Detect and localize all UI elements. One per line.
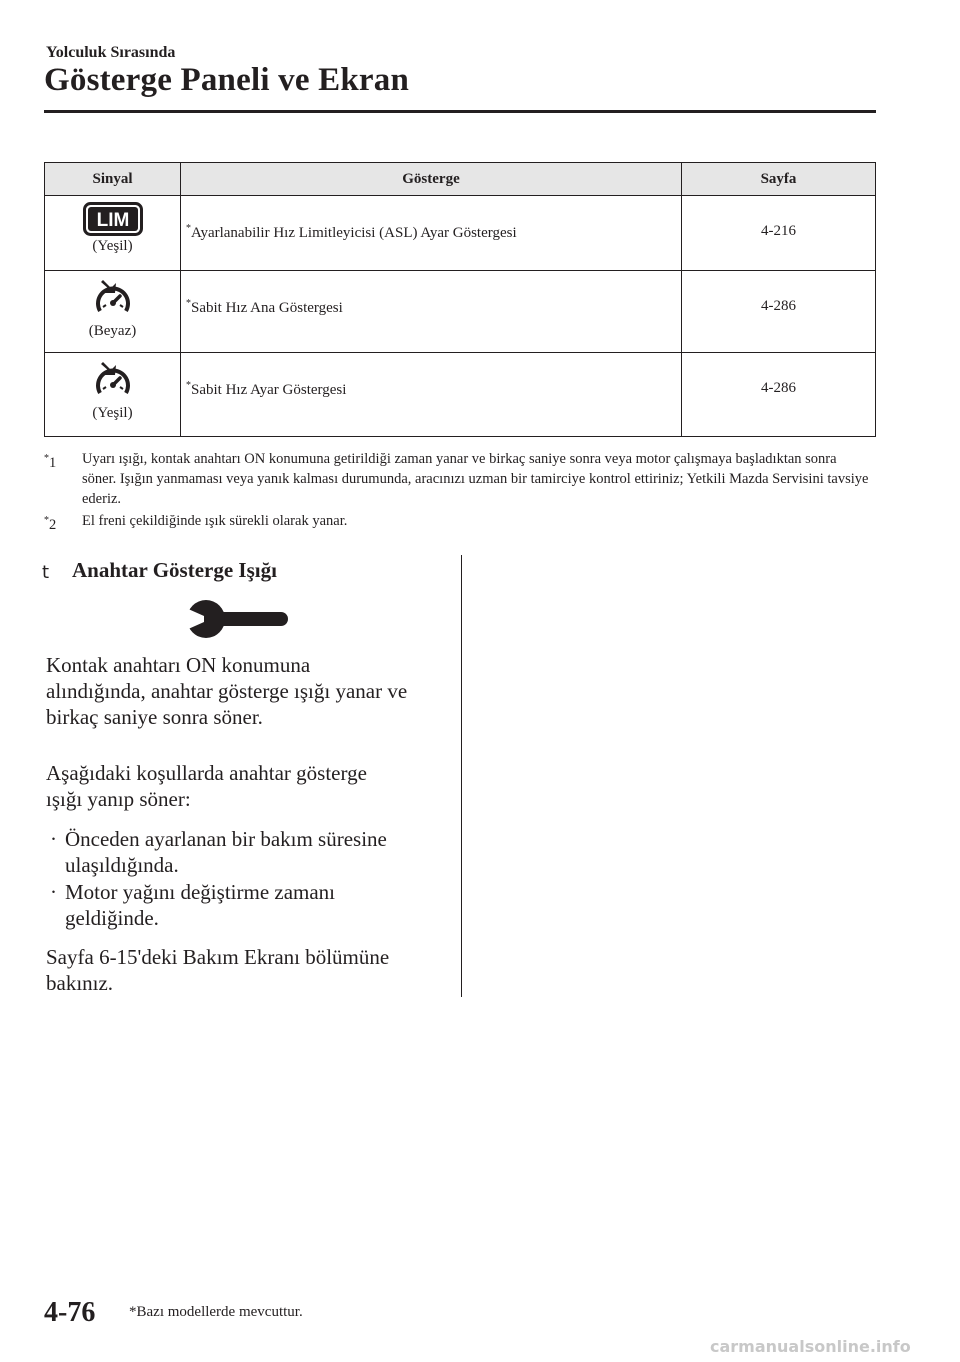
asterisk: * xyxy=(186,298,191,309)
lim-speed-limiter-icon xyxy=(83,202,143,236)
description-cell xyxy=(181,196,682,271)
table-note-1: *1 Uyarı ışığı, kontak anahtarı ON konumuna getirildiği zaman yanar ve birkaç saniye sonra veya motor çalışmaya başladıktan sonra söner. Işığın yanmaması veya yanık kalması durumunda, aracınızı uzman bir tamirciye kontrol ettiriniz; Yetkili Mazda Servisini tavsiye ederiz. xyxy=(44,449,864,473)
page-number: 4-76 xyxy=(44,1297,96,1328)
paragraph-intro: Kontak anahtarı ON konumuna alındığında, anahtar gösterge ışığı yanar ve birkaç saniye sonra söner. xyxy=(46,653,408,729)
page-reference: 4-286 xyxy=(761,380,796,396)
column-header-page: Sayfa xyxy=(682,163,876,196)
indicator-description: Ayarlanabilir Hız Limitleyicisi (ASL) Ayar Göstergesi xyxy=(191,225,517,241)
list-item: Önceden ayarlanan bir bakım süresine ulaşıldığında. xyxy=(65,827,387,877)
section-heading: Anahtar Gösterge Işığı xyxy=(72,558,277,582)
signal-cell xyxy=(45,196,181,271)
indicator-table xyxy=(44,162,876,437)
column-header-indicator: Gösterge xyxy=(181,163,682,196)
table-note-2: *2 El freni çekildiğinde ışık sürekli olarak yanar. xyxy=(44,511,864,535)
page-cell xyxy=(682,353,876,437)
table-row xyxy=(45,196,876,271)
table-row xyxy=(45,353,876,437)
column-header-signal: Sinyal xyxy=(45,163,181,196)
page-cell xyxy=(682,271,876,353)
title-rule xyxy=(44,110,876,113)
color-label: (Beyaz) xyxy=(88,323,137,339)
signal-cell xyxy=(45,271,181,353)
page-reference: 4-286 xyxy=(761,298,796,314)
paragraph-conditions: Aşağıdaki koşullarda anahtar gösterge ışığı yanıp söner: xyxy=(46,761,367,811)
signal-cell xyxy=(45,353,181,437)
wrench-icon xyxy=(186,598,290,644)
description-cell xyxy=(181,353,682,437)
indicator-description: Sabit Hız Ana Göstergesi xyxy=(191,300,343,316)
section-bullet-glyph: t xyxy=(42,562,50,583)
column-divider xyxy=(461,555,462,997)
svg-text:LIM: LIM xyxy=(96,210,129,231)
model-footnote: *Bazı modellerde mevcuttur. xyxy=(129,1304,303,1320)
page-cell xyxy=(682,196,876,271)
section-label: Yolculuk Sırasında xyxy=(46,44,176,61)
note-text: Uyarı ışığı, kontak anahtarı ON konumuna getirildiği zaman yanar ve birkaç saniye sonra veya motor çalışmaya başladıktan sonra söner. Işığın yanmaması veya yanık kalması durumunda, aracınızı uzman bir tamirciye kontrol ettiriniz; Yetkili Mazda Servisini tavsiye ederiz. xyxy=(82,451,869,507)
cruise-control-set-icon xyxy=(91,359,135,403)
note-text: El freni çekildiğinde ışık sürekli olarak yanar. xyxy=(82,513,348,529)
asterisk: * xyxy=(186,380,191,391)
bullet-dot: · xyxy=(50,827,57,851)
bullet-dot: · xyxy=(50,880,57,904)
list-item: Motor yağını değiştirme zamanı geldiğinde. xyxy=(65,880,336,930)
page-title: Gösterge Paneli ve Ekran xyxy=(44,62,409,98)
paragraph-reference: Sayfa 6-15'deki Bakım Ekranı bölümüne bakınız. xyxy=(46,945,390,995)
color-label: (Yeşil) xyxy=(92,238,133,254)
indicator-description: Sabit Hız Ayar Göstergesi xyxy=(191,382,347,398)
table-header-row xyxy=(45,163,876,196)
color-label: (Yeşil) xyxy=(92,405,133,421)
page-reference: 4-216 xyxy=(761,223,796,239)
asterisk: * xyxy=(186,223,191,234)
table-row xyxy=(45,271,876,353)
cruise-control-main-icon xyxy=(91,277,135,321)
description-cell xyxy=(181,271,682,353)
watermark: carmanualsonline.info xyxy=(710,1337,911,1356)
